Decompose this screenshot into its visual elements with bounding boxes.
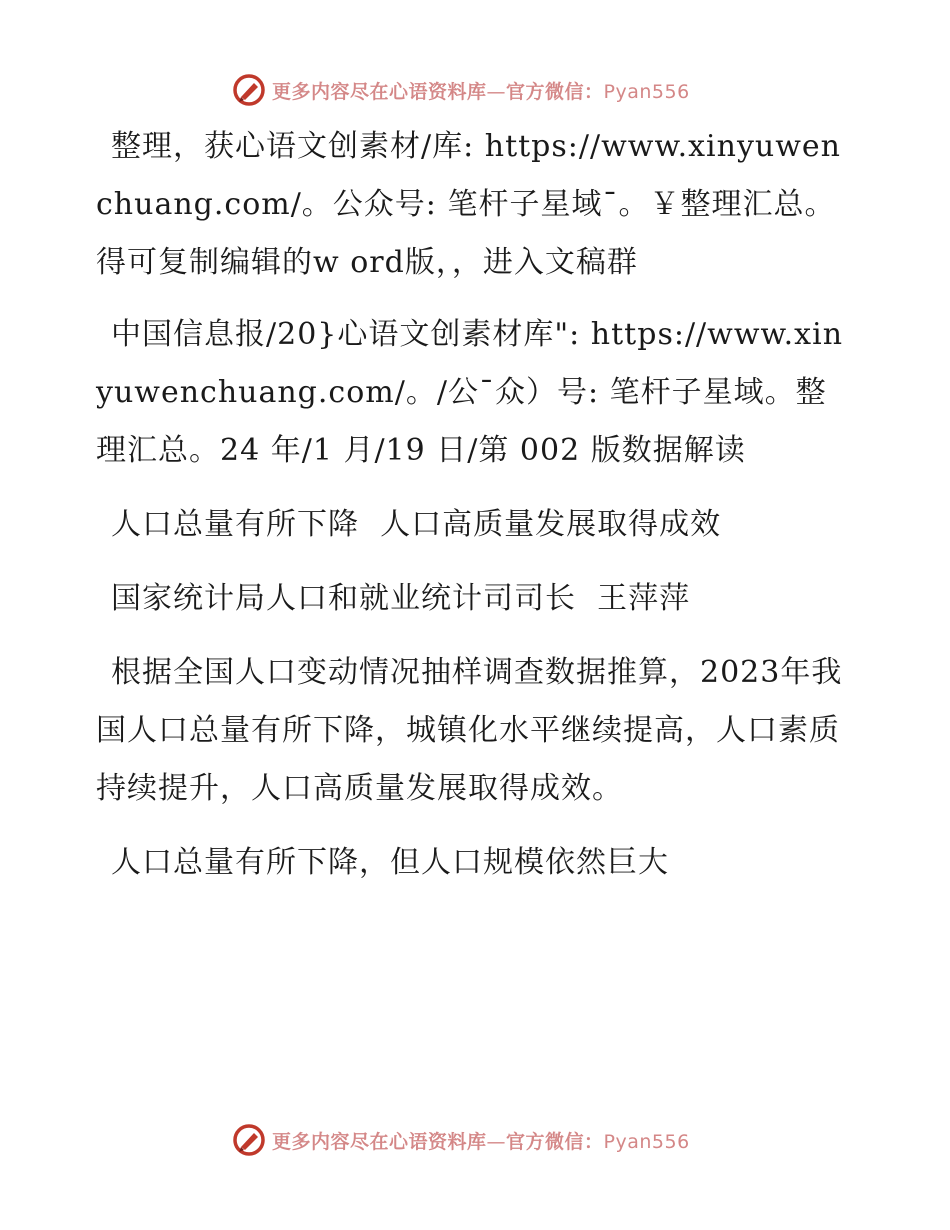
footer-watermark bbox=[232, 1120, 712, 1160]
paragraph-source: 中国信息报/20}心语文创素材库": https://www.xinyuwenchuang.com/。/公¯众）号: 笔杆子星域。整理汇总。24 年/1 月/19 日/第 002 版数据解读 bbox=[96, 317, 844, 468]
wechat-id: Pyan556 bbox=[603, 1130, 690, 1153]
section-heading: 人口总量有所下降，但人口规模依然巨大 bbox=[111, 845, 669, 880]
article-title: 人口总量有所下降 人口高质量发展取得成效 bbox=[111, 507, 722, 542]
pen-logo-icon bbox=[232, 73, 266, 107]
watermark-text: 更多内容尽在心语资料库—官方微信：Pyan556 bbox=[272, 1130, 690, 1153]
watermark-text: 更多内容尽在心语资料库—官方微信：Pyan556 bbox=[272, 80, 690, 103]
paragraph-lead: 根据全国人口变动情况抽样调查数据推算，2023年我国人口总量有所下降，城镇化水平继续提高，人口素质持续提升，人口高质量发展取得成效。 bbox=[96, 655, 843, 806]
pen-logo-icon bbox=[232, 1123, 266, 1157]
header-watermark bbox=[232, 70, 712, 110]
paragraph-intro: 整理，获心语文创素材/库: https://www.xinyuwenchuang.com/。公众号: 笔杆子星域¯。￥整理汇总。得可复制编辑的w ord版，，进入文稿群 bbox=[96, 129, 841, 280]
wechat-id: Pyan556 bbox=[603, 80, 690, 103]
article-author: 国家统计局人口和就业统计司司长 王萍萍 bbox=[111, 581, 691, 616]
document-body bbox=[96, 118, 856, 892]
